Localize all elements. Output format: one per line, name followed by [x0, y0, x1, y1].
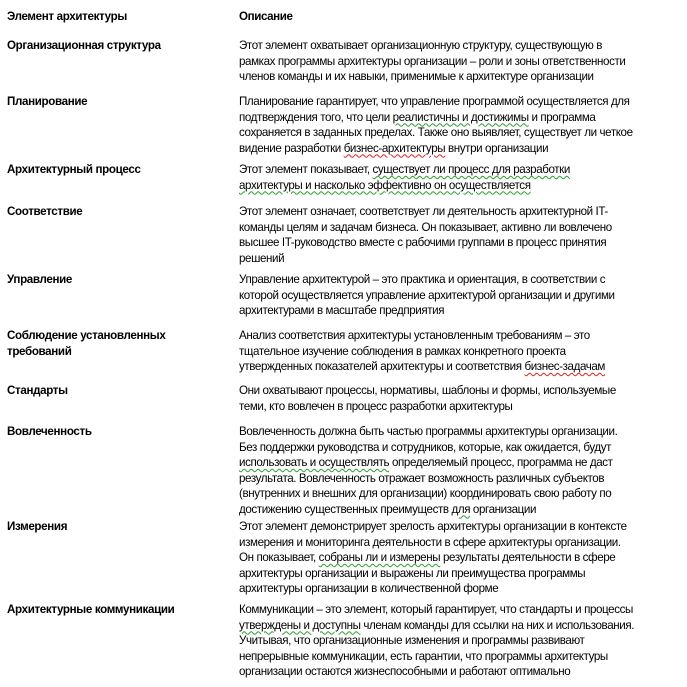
row-description: [239, 272, 685, 319]
row-term: Измерения: [7, 520, 68, 533]
description-line: утверждены и доступны членам команды для ссылки на них и использования.: [239, 618, 635, 632]
row-description: [239, 424, 685, 517]
description-line: Анализ соответствия архитектуры установленным требованиям – это: [239, 329, 590, 342]
description-line: архитектуры организации и выражены ли преимущества программы: [239, 566, 586, 580]
description-line: (внутренних и внешних для организации) координировать свою работу по: [239, 487, 612, 500]
header-description-column: Описание: [239, 10, 293, 23]
spellcheck-underline: бизнес-задачам: [524, 360, 605, 373]
description-line: Без поддержки руководства и сотрудников, которые, как ожидается, будут: [239, 440, 612, 454]
description-line: Планирование гарантирует, что управление программой осуществляется для: [239, 95, 630, 108]
row-description: [239, 94, 685, 156]
description-line: Они охватывают процессы, нормативы, шаблоны и формы, используемые: [239, 384, 616, 397]
spellcheck-underline: архитектуры и насколько эффективно он осуществляется: [239, 178, 531, 192]
row-term: Планирование: [7, 95, 88, 108]
header-element-column: Элемент архитектуры: [7, 10, 127, 23]
spellcheck-underline: для: [451, 502, 471, 516]
row-term: Вовлеченность: [7, 425, 92, 438]
description-line: [239, 178, 685, 194]
row-term: Соблюдение установленных требований: [7, 329, 166, 358]
row-description: [239, 162, 685, 193]
row-description: [239, 383, 685, 414]
description-line: Этот элемент означает, соответствует ли деятельность архитектурной IT-: [239, 205, 608, 218]
description-line: Он показывает, собраны ли и измерены результаты деятельности в сфере: [239, 551, 616, 564]
spellcheck-underline: существует ли процесс для разработки: [372, 163, 570, 176]
description-line: организации остаются жизнеспособными и работают оптимально: [239, 665, 571, 678]
description-line: результата. Вовлеченность отражает возможность различных субъектов: [239, 471, 605, 485]
description-line: Коммуникации – это элемент, который гарантирует, что стандарты и процессы: [239, 603, 633, 616]
description-line: измерения и мониторинга деятельности в сфере архитектуры организации.: [239, 535, 621, 549]
description-line: Учитывая, что организационные изменения и программы развивают: [239, 634, 585, 647]
spellcheck-underline: бизнес-архитектуры: [343, 141, 446, 155]
description-line: Этот элемент демонстрирует зрелость архитектуры организации в контексте: [239, 520, 627, 533]
row-term: Архитектурный процесс: [7, 163, 141, 176]
row-description: [239, 328, 685, 375]
description-line: высшее IT-руководство вместе с рабочими группами в процесс принятия: [239, 236, 607, 249]
row-description: [239, 204, 685, 266]
description-line: непрерывные коммуникации, есть гарантии, что программы архитектуры: [239, 649, 608, 663]
row-description: [239, 519, 685, 597]
description-line: команды целям и задачам бизнеса. Он показывает, активно ли вовлечено: [239, 220, 612, 234]
description-line: архитектурами в масштабе предприятия: [239, 304, 445, 317]
spellcheck-underline: утверждены и доступны: [239, 618, 361, 632]
description-line: достижению существенных преимуществ для организации: [239, 502, 537, 516]
spellcheck-underline: использовать и осуществлять: [239, 456, 390, 469]
description-line: которой осуществляется управление архитектурой организации и другими: [239, 288, 615, 302]
description-line: тщательное изучение соблюдения в рамках конкретного проекта: [239, 344, 566, 358]
row-description: [239, 38, 685, 85]
row-term: Организационная структура: [7, 39, 161, 52]
row-term: Соответствие: [7, 205, 83, 218]
description-line: членов команды и их навыки, применимые к архитектуре организации: [239, 70, 594, 83]
description-line: подтверждения того, что цели реалистичны и достижимы и программа: [239, 110, 596, 124]
description-line: теми, кто вовлечен в процесс разработки архитектуры: [239, 399, 513, 413]
description-line: использовать и осуществлять определяемый процесс, программа не даст: [239, 456, 613, 469]
row-term: Стандарты: [7, 384, 68, 397]
spellcheck-underline: собраны ли и измерены: [318, 551, 441, 564]
description-line: сохраняется в заданных пределах. Также оно выявляет, существует ли четкое: [239, 126, 633, 139]
description-line: Управление архитектурой – это практика и ориентация, в соответствии с: [239, 273, 606, 286]
description-line: архитектуры организации в количественной форме: [239, 582, 499, 595]
description-line: Вовлеченность должна быть частью программы архитектуры организации.: [239, 425, 618, 438]
description-line: видение разработки бизнес-архитектуры внутри организации: [239, 141, 549, 155]
description-line: утвержденных показателей архитектуры и соответствия бизнес-задачам: [239, 360, 605, 373]
row-term: Управление: [7, 273, 73, 286]
description-line: решений: [239, 251, 285, 265]
description-line: рамках программы архитектуры организации – роли и зоны ответственности: [239, 54, 626, 68]
row-description: [239, 602, 685, 680]
spellcheck-underline: реалистичны и достижимы: [392, 110, 529, 124]
description-line: Этот элемент показывает, существует ли процесс для разработки: [239, 163, 570, 176]
row-term: Архитектурные коммуникации: [7, 603, 175, 616]
description-line: Этот элемент охватывает организационную структуру, существующую в: [239, 39, 602, 52]
